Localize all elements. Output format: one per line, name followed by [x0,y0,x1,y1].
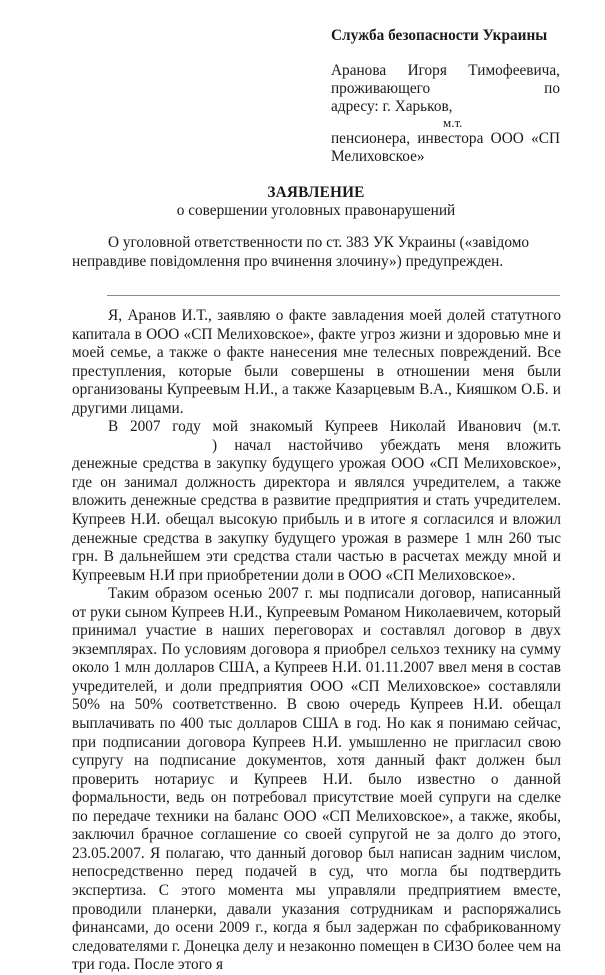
sender-company-line: Мелиховское» [331,148,425,165]
paragraph-2-start: В 2007 году мой знакомый Купреев Николай Иванович (м.т. [108,418,561,436]
sender-residing-line: проживающего по [331,80,560,97]
paragraph-1: Я, Аранов И.Т., заявляю о факте завладения моей долей статутного капитала в ООО «СП Мелиховское», факте угроз жизни и здоровью мне и моей семье, а также о факте нанесения мне телесных повреждений. Все преступления, которые были совершены в отношении меня были организованы Купреевым Н.И., а также Казарцевым В.А., Кияшком О.Б. и другими лицами. [72,307,561,417]
document-subtitle: о совершении уголовных правонарушений [176,202,456,219]
document-title: ЗАЯВЛЕНИЕ [267,184,365,201]
title-block [0,184,605,220]
sender-name-line: Аранова Игоря Тимофеевича, [331,62,560,79]
sender-phone-line: м.т. [443,115,463,130]
paragraph-3: Таким образом осенью 2007 г. мы подписали договор, написанный от руки сыном Купреев Н.И., Купреевым Романом Николаевичем, который принимал участие в наших переговорах и составлял договор в двух экземплярах. По условиям договора я приобрел сельхоз технику на сумму около 1 млн долларов США, а Купреев Н.И. 01.11.2007 ввел меня в состав учредителей, и доли предприятия ООО «СП Мелиховское» составляли 50% на 50% соответственно. В свою очередь Купреев Н.И. обещал выплачивать по 400 тыс долларов США в год. Но как я понимаю сейчас, при подписании договора Купреев Н.И. умышленно не пригласил свою супругу на подписание документов, хотя данный факт должен был проверить нотариус и Купреев Н.И. было известно о данной формальности, ведь он потребовал присутствие моей супруги на сделке по передаче техники на баланс ООО «СП Мелиховское», а также, якобы, заключил брачное соглашение со своей супругой не за долго до этого, 23.05.2007. Я полагаю, что данный договор был написан задним числом, непосредственно перед подачей в суд, что могла бы подтвердить экспертиза. С этого момента мы управляли предприятием вместе, проводили планерки, давали указания сотрудникам и распоряжались финансами, до осени 2009 г., когда я был задержан по сфабрикованному следователями г. Донецка делу и незаконно помещен в СИЗО более чем на три года. После этого я [72,585,561,974]
recipient-heading: Служба безопасности Украины [331,27,548,44]
statement-body [72,307,561,975]
addressee-block [331,27,560,166]
paragraph-2-rest: ) начал настойчиво убеждать меня вложить денежные средства в закупку будущего урожая ООО «СП Мелиховское», где он занимал должность директора и являлся учредителем, а также вложить денежные средства в развитие предприятия и стать учредителем. Купреев Н.И. обещал высокую прибыль и в итоге я согласился и вложил денежные средства в закупку будущего урожая в размере 1 млн 260 тыс грн. В дальнейшем эти средства стали частью в расчетах между мной и Купреевым Н.И при приобретении доли в ООО «СП Мелиховское». [72,436,561,584]
paragraph-2 [72,418,561,585]
sender-occupation-line: пенсионера, инвестора ООО «СП [331,130,560,147]
liability-warning: О уголовной ответственности по ст. 383 УК Украины («завідомо неправдиве повідомлення про вчинення злочину») предупрежден. [72,234,530,270]
separator-line [107,295,560,296]
sender-address-line: адресу: г. Харьков, [331,98,453,115]
sender-details [331,62,560,166]
